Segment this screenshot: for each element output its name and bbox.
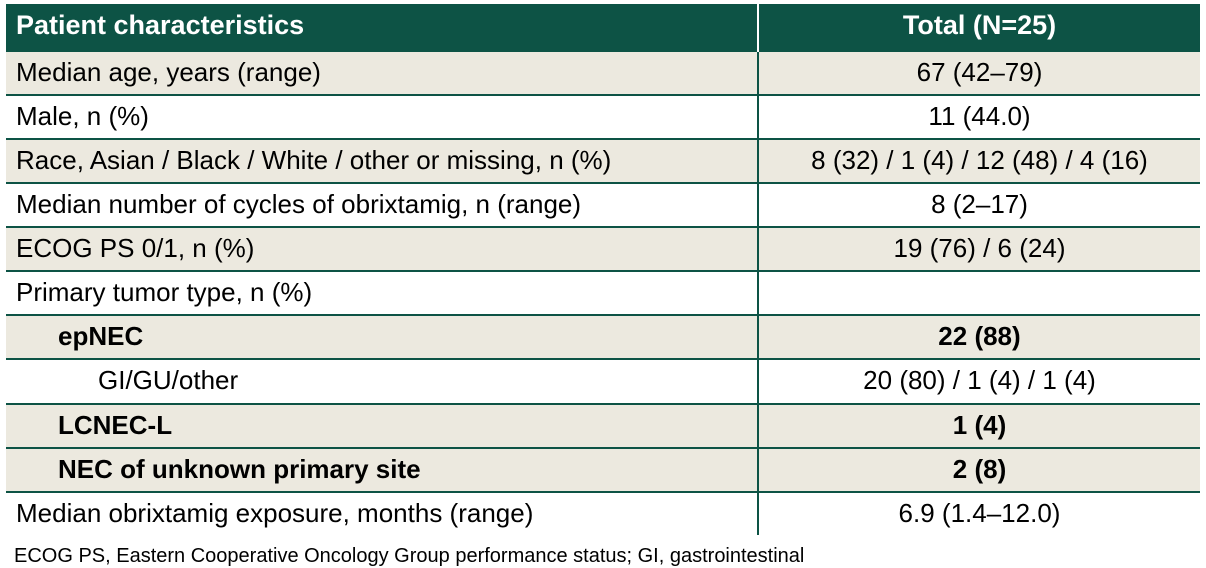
row-value [758,271,1200,315]
row-label: LCNEC-L [6,404,758,448]
row-label: epNEC [6,315,758,359]
row-label: GI/GU/other [6,359,758,403]
table-row [6,359,1200,403]
table-header [6,4,1200,51]
row-label: Race, Asian / Black / White / other or missing, n (%) [6,139,758,183]
row-label: Male, n (%) [6,95,758,139]
row-value: 8 (32) / 1 (4) / 12 (48) / 4 (16) [758,139,1200,183]
row-label: ECOG PS 0/1, n (%) [6,227,758,271]
table-row [6,448,1200,492]
row-value: 19 (76) / 6 (24) [758,227,1200,271]
table-row [6,271,1200,315]
header-cell-characteristics: Patient characteristics [6,4,758,51]
row-label: Median age, years (range) [6,51,758,95]
row-label: Median number of cycles of obrixtamig, n (range) [6,183,758,227]
row-label: NEC of unknown primary site [6,448,758,492]
table-row [6,95,1200,139]
table-row [6,139,1200,183]
header-row [6,4,1200,51]
row-value: 8 (2–17) [758,183,1200,227]
row-value: 11 (44.0) [758,95,1200,139]
table-row [6,492,1200,535]
row-value: 67 (42–79) [758,51,1200,95]
table-row [6,315,1200,359]
row-value: 2 (8) [758,448,1200,492]
row-value: 1 (4) [758,404,1200,448]
table-footnote: ECOG PS, Eastern Cooperative Oncology Group performance status; GI, gastrointestinal [14,544,805,567]
table-row [6,404,1200,448]
header-cell-total: Total (N=25) [758,4,1200,51]
row-value: 22 (88) [758,315,1200,359]
row-label: Median obrixtamig exposure, months (range) [6,492,758,535]
row-value: 6.9 (1.4–12.0) [758,492,1200,535]
table-body [6,51,1200,535]
table-row [6,51,1200,95]
row-label: Primary tumor type, n (%) [6,271,758,315]
table-row [6,183,1200,227]
patient-characteristics-table [6,4,1200,535]
row-value: 20 (80) / 1 (4) / 1 (4) [758,359,1200,403]
table-row [6,227,1200,271]
